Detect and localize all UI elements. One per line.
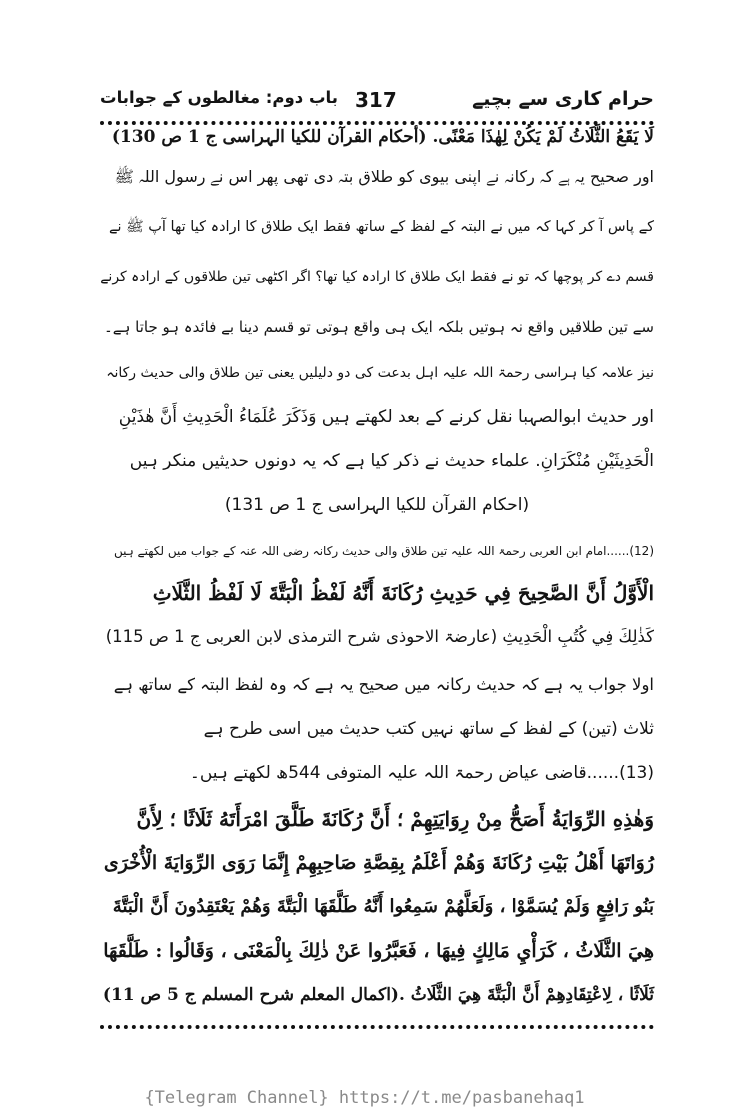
text-line-2: اور صحیح یہ ہے کہ رکانہ نے اپنی بیوی کو طلاق بتہ دی تھی پھر اس نے رسول اللہ ﷺ <box>114 167 654 186</box>
text-line-6: نیز علامہ کیا ہراسی رحمۃ اللہ علیہ اہل بدعت کی دو دلیلیں یعنی تین طلاق والی حدیث رکانہ <box>106 365 654 381</box>
text-line-7: اور حدیث ابوالصہبا نقل کرنے کے بعد لکھتے ہیں وَذَكَرَ عُلَمَاءُ الْحَدِيثِ أَنَّ هٰذَيْنِ <box>118 407 654 427</box>
arabic-line-17: رُوَاتَهَا أَهْلُ بَيْتِ رُكَانَةَ وَهُمْ أَعْلَمُ بِقِصَّةِ صَاحِبِهِمْ إِنَّمَا رَوَى الرِّوَايَةَ الْأُخْرَى <box>103 852 654 874</box>
text-line-10: (12)......امام ابن العربی رحمۃ اللہ علیہ تین طلاق والی حدیث رکانہ رضی اللہ عنہ کے جواب میں لکھتے ہیں <box>113 544 654 558</box>
arabic-line-11: الْأَوَّلُ أَنَّ الصَّحِيحَ فِي حَدِيثِ رُكَانَةَ أَنَّهُ لَفْظُ الْبَتَّةَ لَا لَفْظُ الثَّلَاثِ <box>152 581 654 605</box>
text-line-3: کے پاس آ کر کہا کہ میں نے البتہ کے لفظ کے ساتھ فقط ایک طلاق کا ارادہ کیا تھا آپ ﷺ نے <box>109 219 654 235</box>
chapter-title: باب دوم: مغالطوں کے جوابات <box>100 88 338 107</box>
reference-line: (احکام القرآن للکیا الہراسی ج 1 ص 131) <box>224 495 530 515</box>
text-line-15: (13)......قاضی عیاض رحمۃ اللہ علیہ المتوفی 544ھ لکھتے ہیں۔ <box>189 763 654 783</box>
book-title: حرام کاری سے بچیے <box>472 88 654 110</box>
text-line-12: كَذٰلِكَ فِي كُتُبِ الْحَدِيثِ (عارضۃ الاحوذی شرح الترمذی لابن العربی ج 1 ص 115) <box>105 627 654 646</box>
arabic-line-16: وَهٰذِهِ الرِّوَايَةُ أَصَحُّ مِنْ رِوَايَتِهِمْ ؛ أَنَّ رُكَانَةَ طَلَّقَ امْرَأَتَهُ ثَلَاثًا ؛ لِأَنَّ <box>136 807 654 831</box>
text-line-8: الْحَدِيثَيْنِ مُنْكَرَانِ. علماء حدیث نے ذکر کیا ہے کہ یہ دونوں حدیثیں منکر ہیں <box>129 451 654 471</box>
telegram-watermark: {Telegram Channel} https://t.me/pasbanehaq1 <box>144 1088 585 1108</box>
text-line-1: لَا يَقَعُ الثَّلَاثُ لَمْ يَكُنْ لِهٰذَا مَعْنًى. (أحکام القرآن للکیا الہراسی ج 1 ص 130) <box>111 127 654 147</box>
page-number: 317 <box>355 88 397 112</box>
page-header <box>100 82 654 122</box>
arabic-line-20: ثَلَاثًا ، لِاعْتِقَادِهِمْ أَنَّ الْبَتَّةَ هِيَ الثَّلَاثُ .(اکمال المعلم شرح المسلم ج 5 ص 11) <box>102 985 654 1005</box>
text-line-5: سے تین طلاقیں واقع نہ ہوتیں بلکہ ایک ہی واقع ہوتی تو قسم دینا بے فائدہ ہو جاتا ہے۔ <box>104 318 654 336</box>
footer-divider <box>100 1025 654 1029</box>
arabic-line-19: هِيَ الثَّلَاثُ ، كَرَأْيِ مَالِكٍ فِيهَا ، فَعَبَّرُوا عَنْ ذٰلِكَ بِالْمَعْنَى ، وَقَالُوا : طَلَّقَهَا <box>103 940 654 962</box>
text-line-13: اولا جواب یہ ہے کہ حدیث رکانہ میں صحیح یہ ہے کہ وہ لفظ البتہ کے ساتھ ہے <box>113 675 654 694</box>
text-line-4: قسم دے کر پوچھا کہ تو نے فقط ایک طلاق کا ارادہ کیا تھا؟ اگر اکٹھی تین طلاقوں کے ارادہ کرنے <box>100 269 654 285</box>
arabic-line-18: بَنُو رَافِعٍ وَلَمْ يُسَمَّوْا ، وَلَعَلَّهُمْ سَمِعُوا أَنَّهُ طَلَّقَهَا الْبَتَّةَ وَهُمْ يَعْتَقِدُونَ أَنَّ الْبَتَّةَ <box>112 896 654 917</box>
text-line-14: ثلاث (تین) کے لفظ کے ساتھ نہیں کتب حدیث میں اسی طرح ہے <box>203 719 654 739</box>
header-divider <box>100 121 654 125</box>
